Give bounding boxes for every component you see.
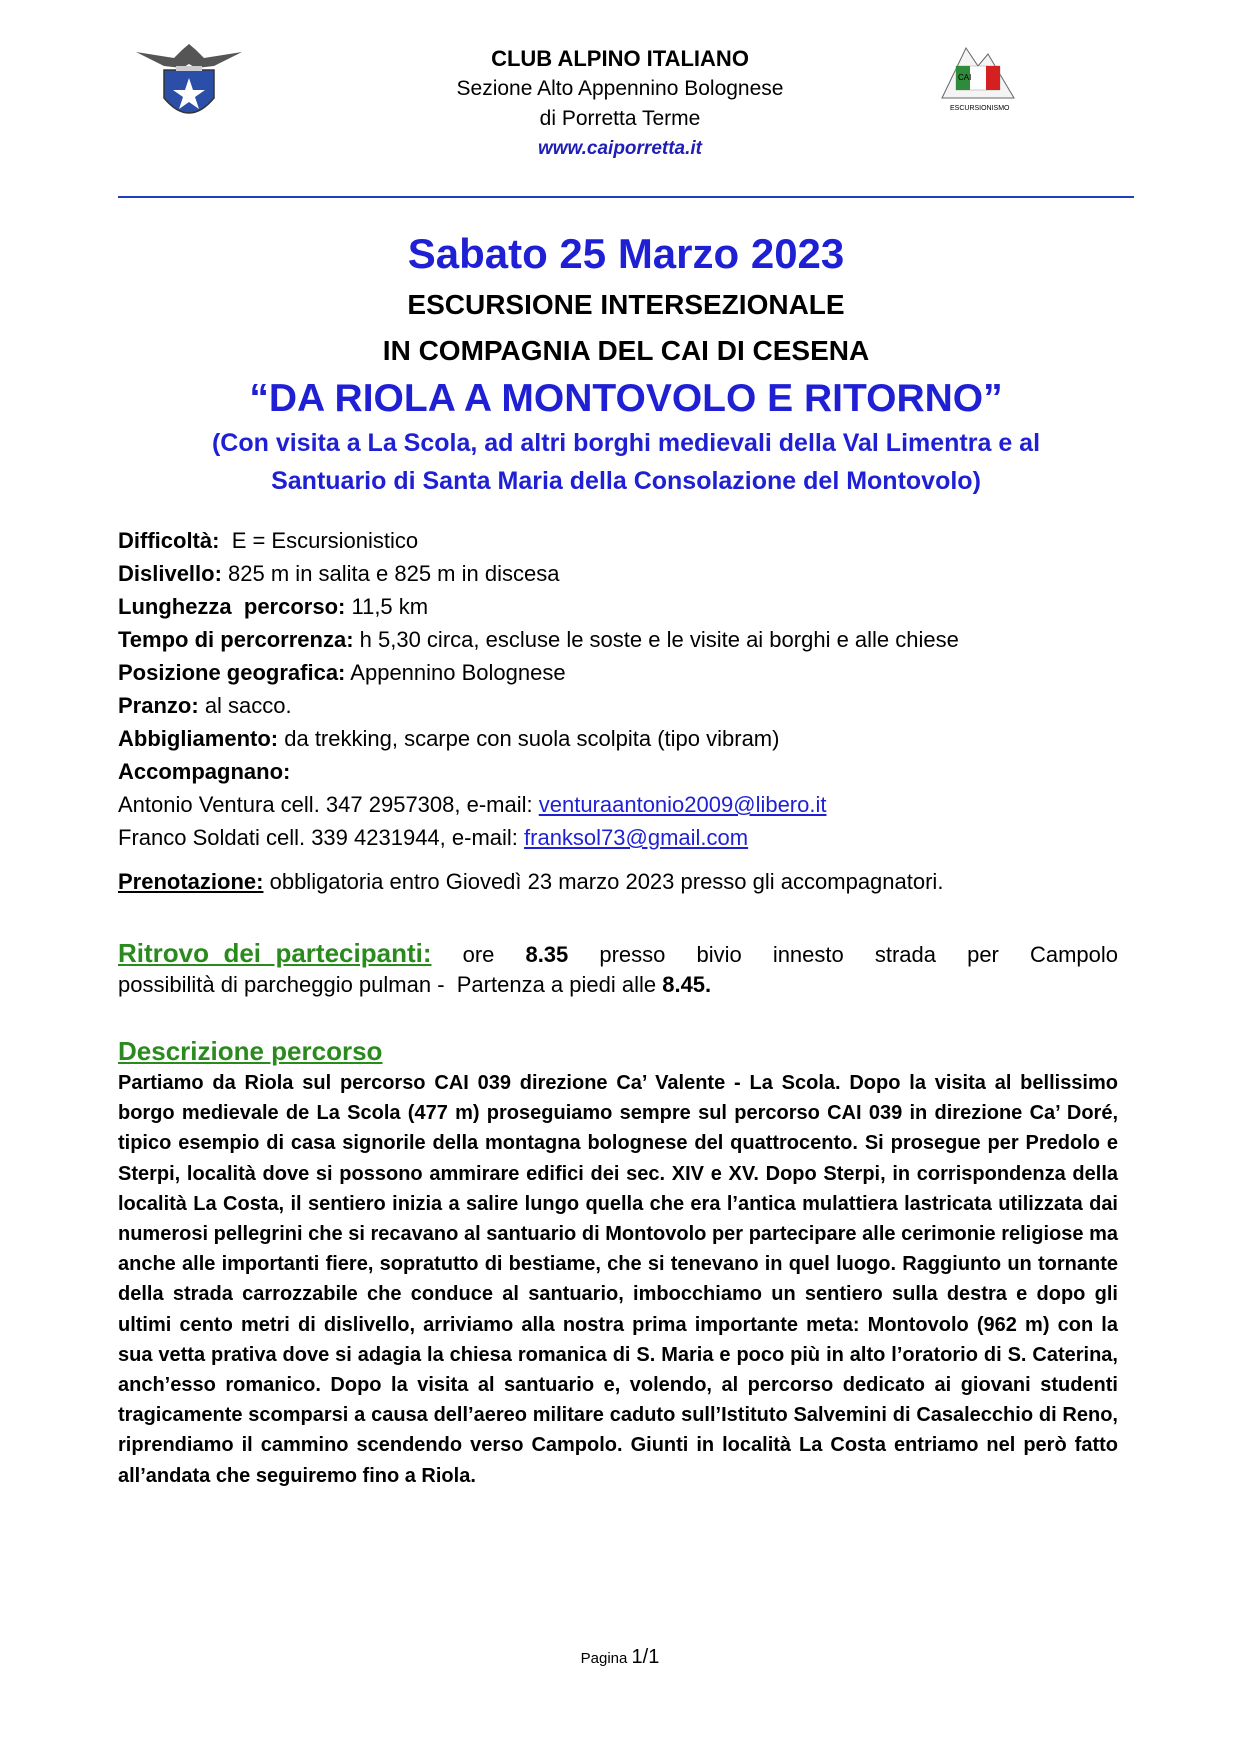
info-accompagnano: [118, 755, 1134, 788]
value-posizione: Appennino Bolognese: [350, 660, 566, 685]
prenotazione: [118, 866, 943, 898]
page-number: 1/1: [631, 1646, 660, 1668]
label-difficolta: Difficoltà:: [118, 528, 220, 553]
org-name: CLUB ALPINO ITALIANO: [491, 46, 749, 71]
ritrovo-word-per: per: [967, 942, 999, 967]
prenotazione-value: obbligatoria entro Giovedì 23 marzo 2023 presso gli accompagnatori.: [269, 869, 944, 894]
info-lunghezza: [118, 590, 1134, 623]
info-tempo: [118, 623, 1134, 656]
ritrovo-word-campolo: Campolo: [1029, 942, 1118, 967]
value-lunghezza: 11,5 km: [351, 594, 429, 619]
ritrovo-word-presso: presso: [599, 942, 666, 967]
ritrovo-line-2-text: possibilità di parcheggio pulman - Partenza a piedi alle: [118, 972, 663, 997]
info-list: [118, 524, 1134, 854]
label-pranzo: Pranzo:: [118, 693, 199, 718]
value-difficolta: E = Escursionistico: [231, 528, 419, 553]
info-pranzo: [118, 689, 1134, 722]
ritrovo-time-1: 8.35: [525, 942, 569, 967]
label-tempo: Tempo di percorrenza:: [118, 627, 354, 652]
guide-2-email-link[interactable]: franksol73@gmail.com: [524, 825, 749, 850]
guide-2-text: Franco Soldati cell. 339 4231944, e-mail:: [118, 825, 525, 850]
descrizione-text: Partiamo da Riola sul percorso CAI 039 direzione Ca’ Valente - La Scola. Dopo la visita al bellissimo borgo medievale de La Scola (477 m) proseguiamo sempre sul percorso CAI 039 in direzione Ca’ Doré, tipico esempio di casa signorile della montagna bolognese del quattrocento. Si prosegue per Predolo e Sterpi, località dove si possono ammirare edifici dei sec. XIV e XV. Dopo Sterpi, in corrispondenza della località La Costa, il sentiero inizia a salire lungo quella che era l’antica mulattiera lastricata utilizzata dai numerosi pellegrini che si recavano al santuario di Montovolo per partecipare alle cerimonie religiose ma anche alle importanti fiere, sopratutto di bestiame, che si tenevano in quel luogo. Raggiunto un tornante della strada carrozzabile che conduce al santuario, imbocchiamo un sentiero sulla destra e dopo gli ultimi cento metri di dislivello, arriviamo alla nostra prima importante meta: Montovolo (962 m) con la sua vetta prativa dove si adagia la chiesa romanica di S. Maria e poco più in alto l’oratorio di S. Caterina, anch’esso romanico. Dopo la visita al santuario e, volendo, al percorso dedicato ai giovani studenti tragicamente scomparsi a causa dell’aereo militare caduto sull’Istituto Salvemini di Casalecchio di Reno, riprendiamo il cammino scendendo verso Campolo. Giunti in località La Costa entriamo nel però fatto all’andata che seguiremo fino a Riola.: [118, 1072, 1118, 1487]
ritrovo-time-2: 8.45.: [662, 972, 712, 997]
info-difficolta: [118, 524, 1134, 557]
event-date: Sabato 25 Marzo 2023: [407, 230, 845, 277]
main-title: “DA RIOLA A MONTOVOLO E RITORNO”: [249, 377, 1003, 420]
prenotazione-label: Prenotazione:: [118, 869, 264, 894]
subtitle-line-1: ESCURSIONE INTERSEZIONALE: [407, 289, 845, 320]
descrizione-heading: Descrizione percorso: [118, 1036, 383, 1066]
info-dislivello: [118, 557, 1134, 590]
value-dislivello: 825 m in salita e 825 m in discesa: [228, 561, 560, 586]
label-posizione: Posizione geografica:: [118, 660, 346, 685]
ritrovo-line-2: [118, 970, 1118, 1000]
label-lunghezza: Lunghezza percorso:: [118, 594, 346, 619]
label-accompagnano: Accompagnano:: [118, 759, 291, 784]
guide-1: [118, 788, 1134, 821]
value-abbigliamento: da trekking, scarpe con suola scolpita (tipo vibram): [284, 726, 780, 751]
ritrovo-word-bivio: bivio: [696, 942, 742, 967]
guide-2: [118, 821, 1134, 854]
ritrovo-word-ore: ore: [462, 942, 495, 967]
info-posizione: [118, 656, 1134, 689]
info-abbigliamento: [118, 722, 1134, 755]
website-link[interactable]: www.caiporretta.it: [538, 138, 702, 159]
town-name: di Porretta Terme: [539, 107, 701, 130]
subtitle-line-2: IN COMPAGNIA DEL CAI DI CESENA: [382, 335, 870, 366]
title-block: [118, 226, 1134, 500]
section-name: Sezione Alto Appennino Bolognese: [456, 77, 784, 100]
logo-right-letters: CAI: [958, 73, 972, 82]
ritrovo-label: Ritrovo dei partecipanti:: [118, 938, 432, 968]
page-footer: [0, 1646, 1240, 1669]
guide-1-email-link[interactable]: venturaantonio2009@libero.it: [538, 792, 827, 817]
guide-1-text: Antonio Ventura cell. 347 2957308, e-mail:: [118, 792, 539, 817]
ritrovo: [118, 938, 1118, 1000]
ritrovo-line-1: [118, 938, 1118, 970]
page-label: Pagina: [580, 1650, 628, 1667]
ritrovo-word-strada: strada: [874, 942, 936, 967]
label-abbigliamento: Abbigliamento:: [118, 726, 279, 751]
visit-note-line-2: Santuario di Santa Maria della Consolazione del Montovolo): [271, 467, 981, 495]
value-tempo: h 5,30 circa, escluse le soste e le visite ai borghi e alle chiese: [359, 627, 959, 652]
label-dislivello: Dislivello:: [118, 561, 222, 586]
logo-right-caption: ESCURSIONISMO: [950, 105, 1010, 112]
visit-note-line-1: (Con visita a La Scola, ad altri borghi medievali della Val Limentra e al: [211, 429, 1041, 457]
ritrovo-word-innesto: innesto: [772, 942, 844, 967]
value-pranzo: al sacco.: [204, 693, 292, 718]
header: [0, 44, 1240, 164]
header-divider: [118, 196, 1134, 198]
